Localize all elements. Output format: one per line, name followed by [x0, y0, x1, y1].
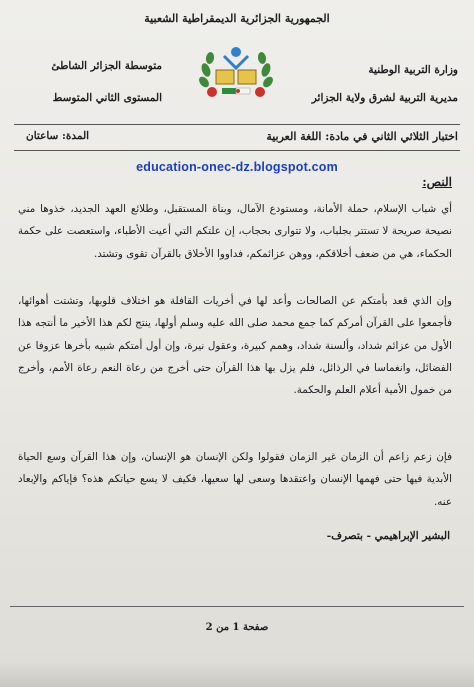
- footer-divider: [10, 606, 464, 607]
- paragraph-3: فإن زعم زاعم أن الزمان غير الزمان فقولوا ولكن الإنسان هو الإنسان، وإن هذا القرآن وسع الحياة الأبدية فيها حتى فهمها الإنسان واعتقدها وسعى لها سعيها، فكيف لا يسع حياتكم هذه؟ فإياكم والإبعاد عنه.: [18, 451, 452, 508]
- paragraph-1: أي شباب الإسلام، حملة الأمانة، ومستودع الآمال، وبناة المستقبل، وطلائع العهد الجديد، خذوها مني نصيحة صريحة لا تستتر بجلباب، ولا تتوارى بحجاب، إن علتكم التي أعيت الأطباء، واستعصت على حكمة الحكماء، هي من ضعف أخلاقكم، ووهن عزائمكم، فداووا الأخلاق بالقرآن تقوى وتشتد.: [18, 203, 452, 260]
- school-label: متوسطة الجزائر الشاطئ: [51, 60, 162, 72]
- school-emblem-logo: [196, 40, 276, 102]
- republic-title: الجمهورية الجزائرية الديمقراطية الشعبية: [144, 12, 330, 25]
- paragraph-2: وإن الذي قعد بأمتكم عن الصالحات وأعد لها في أخريات القافلة هو اختلاف قلوبها، وتشتت أهوائها، فأجمعوا على القرآن أمركم كما جمع محمد صلى الله عليه وسلم أولها، ينتج لكم هذا الأخير ما أنتجه هذا الأول من عزائم شداد، وألسنة شداد، وهمم كبيرة، وعقول نيرة، وإن أول أمتكم شبيه بأخرها عزوفا عن الفضائل، وانغماسا في الرذائل، فلم يزل بها هذا القرآن حتى أخرج من رعاة النعم رعاة الأمم، وأخرج من خمول الأمية أعلام العلم والحكمة.: [18, 295, 452, 397]
- page-shadow: [0, 662, 474, 687]
- level-label: المستوى الثاني المتوسط: [52, 92, 162, 104]
- title-divider: [14, 150, 460, 151]
- author-signature: البشير الإبراهيمي - بتصرف-: [326, 530, 450, 542]
- blog-watermark: education-onec-dz.blogspot.com: [136, 160, 338, 174]
- header-divider: [14, 124, 460, 125]
- emblem-icon: [196, 40, 276, 102]
- ministry-label: وزارة التربية الوطنية: [368, 64, 458, 76]
- directorate-label: مديرية التربية لشرق ولاية الجزائر: [311, 92, 458, 104]
- page-number: صفحة 1 من 2: [205, 622, 269, 633]
- exam-duration: المدة: ساعتان: [26, 130, 90, 142]
- exam-title: اختبار الثلاثي الثاني في مادة: اللغة العربية: [266, 130, 458, 143]
- text-heading: النص:: [422, 175, 452, 189]
